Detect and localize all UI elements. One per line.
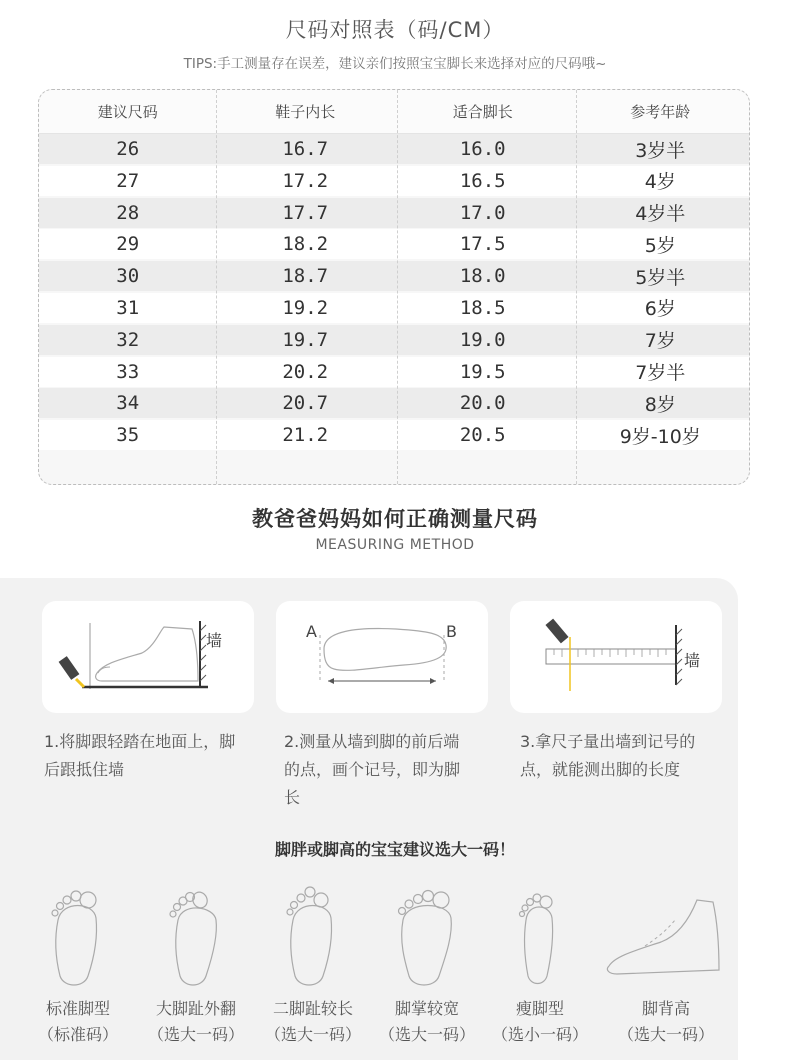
foot-type-thin: [485, 880, 595, 1045]
header-inner-length: 鞋子内长: [275, 103, 336, 121]
header-foot-length: 适合脚长: [452, 103, 513, 121]
point-b-label: B: [446, 622, 457, 641]
table-row: [39, 357, 749, 387]
tips-text: TIPS:手工测量存在误差，建议亲们按照宝宝脚长来选择对应的尺码哦~: [183, 56, 607, 72]
long-second-toe-foot-icon: [273, 880, 353, 990]
age-cell: 3岁半: [635, 139, 686, 162]
table-row: [39, 420, 749, 450]
thin-foot-icon: [500, 880, 580, 990]
table-row: [39, 293, 749, 323]
age-cell: 7岁: [644, 330, 676, 353]
step-1-card: [42, 601, 254, 713]
size-cell: 32: [116, 328, 140, 351]
foot-type-note: （标准码）: [37, 1025, 118, 1044]
wide-foot-icon: [387, 880, 467, 990]
size-cell: 30: [116, 265, 140, 288]
foot-type-name: 标准脚型: [45, 999, 110, 1018]
foot-length-cell: 16.5: [459, 169, 506, 192]
measuring-title: 教爸爸妈妈如何正确测量尺码: [252, 507, 538, 531]
foot-type-note: （选小一码）: [491, 1025, 588, 1044]
table-row: [39, 388, 749, 418]
footprint-ab-icon: [276, 601, 488, 713]
inner-length-cell: 17.2: [282, 169, 329, 192]
inner-length-cell: 19.7: [282, 328, 329, 351]
table-row: [39, 166, 749, 196]
bunion-foot-icon: [156, 880, 236, 990]
column-divider: [216, 90, 218, 484]
foot-type-standard: [23, 880, 133, 1045]
foot-length-cell: 20.5: [459, 424, 506, 447]
foot-length-cell: 19.5: [459, 360, 506, 383]
inner-length-cell: 18.2: [282, 233, 329, 256]
step-3-caption: [520, 728, 695, 784]
measuring-subtitle: MEASURING METHOD: [315, 537, 475, 553]
foot-type-name: 二脚趾较长: [272, 999, 353, 1018]
size-cell: 27: [116, 169, 140, 192]
inner-length-cell: 16.7: [282, 138, 329, 160]
step-2-card: [276, 601, 488, 713]
foot-type-name: 脚背高: [641, 999, 690, 1018]
step-3-card: [510, 601, 722, 713]
foot-type-note: （选大一码）: [378, 1025, 475, 1044]
size-chart-table: [38, 89, 750, 485]
table-header-row: [39, 90, 749, 134]
table-row: [39, 198, 749, 228]
foot-length-cell: 16.0: [459, 138, 506, 160]
foot-type-long-second-toe: [258, 880, 368, 1045]
inner-length-cell: 20.2: [282, 360, 329, 383]
foot-type-note: （选大一码）: [617, 1025, 714, 1044]
wall-label: 墙: [206, 631, 223, 650]
age-cell: 7岁半: [635, 362, 686, 385]
header-reference-age: 参考年龄: [630, 103, 691, 121]
inner-length-cell: 20.7: [282, 392, 329, 415]
caption-line: 3.拿尺子量出墙到记号的: [520, 732, 696, 751]
step-1-caption: [44, 728, 235, 784]
caption-line: 1.将脚跟轻踏在地面上，脚: [44, 732, 236, 751]
caption-line: 点，就能测出脚的长度: [520, 760, 681, 779]
age-cell: 8岁: [644, 393, 676, 416]
size-cell: 28: [116, 201, 140, 224]
foot-type-wide: [372, 880, 482, 1045]
table-row: [39, 261, 749, 291]
foot-length-cell: 17.0: [459, 201, 506, 224]
size-cell: 35: [116, 424, 140, 447]
foot-type-name: 脚掌较宽: [394, 999, 459, 1018]
age-cell: 4岁半: [635, 203, 686, 226]
column-divider: [397, 90, 399, 484]
size-up-advice: 脚胖或脚高的宝宝建议选大一码！: [274, 840, 515, 859]
caption-line: 2.测量从墙到脚的前后端: [284, 732, 460, 751]
size-cell: 34: [116, 392, 140, 415]
table-body: [39, 134, 749, 450]
page-title: 尺码对照表（码/CM）: [285, 18, 505, 42]
age-cell: 5岁: [644, 234, 676, 257]
foot-length-cell: 18.5: [459, 296, 506, 319]
header-suggested-size: 建议尺码: [97, 103, 158, 121]
step-2-caption: [284, 728, 460, 812]
caption-line: 后跟抵住墙: [44, 760, 125, 779]
wall-label: 墙: [684, 651, 701, 670]
foot-type-high-instep: [596, 880, 736, 1045]
foot-length-cell: 17.5: [459, 233, 506, 256]
table-row: [39, 325, 749, 355]
inner-length-cell: 17.7: [282, 201, 329, 224]
foot-length-cell: 19.0: [459, 328, 506, 351]
inner-length-cell: 18.7: [282, 265, 329, 288]
age-cell: 4岁: [644, 171, 676, 194]
age-cell: 9岁-10岁: [619, 425, 701, 448]
table-row: [39, 134, 749, 164]
high-instep-foot-icon: [601, 880, 731, 990]
size-cell: 29: [116, 233, 140, 256]
inner-length-cell: 19.2: [282, 296, 329, 319]
size-cell: 33: [116, 360, 140, 383]
age-cell: 5岁半: [635, 266, 686, 289]
foot-type-bunion: [141, 880, 251, 1045]
foot-type-note: （选大一码）: [264, 1025, 361, 1044]
foot-length-cell: 20.0: [459, 392, 506, 415]
size-cell: 26: [116, 138, 140, 160]
foot-type-name: 瘦脚型: [515, 999, 564, 1018]
inner-length-cell: 21.2: [282, 424, 329, 447]
table-row: [39, 229, 749, 259]
column-divider: [576, 90, 578, 484]
foot-type-note: （选大一码）: [147, 1025, 244, 1044]
size-cell: 31: [116, 296, 140, 319]
foot-against-wall-icon: [42, 601, 254, 713]
foot-length-cell: 18.0: [459, 265, 506, 288]
foot-type-name: 大脚趾外翻: [155, 999, 236, 1018]
caption-line: 的点，画个记号，即为脚: [284, 760, 461, 779]
age-cell: 6岁: [644, 298, 676, 321]
caption-line: 长: [284, 788, 301, 807]
standard-foot-icon: [38, 880, 118, 990]
point-a-label: A: [306, 622, 317, 641]
